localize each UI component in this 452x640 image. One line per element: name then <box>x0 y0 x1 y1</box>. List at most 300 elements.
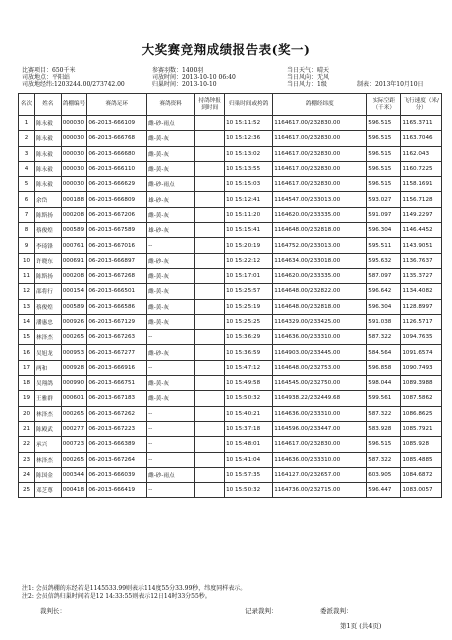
cell-ring: 06-2013-667589 <box>87 223 147 238</box>
cell-rank: 6 <box>19 192 35 207</box>
recorder-signature: 记录裁判： <box>245 607 278 615</box>
wind-direction: 当日风向：无风 <box>287 74 330 81</box>
cell-name: 两和 <box>35 360 62 375</box>
cell-arrival: 10 15:25:19 <box>225 299 273 314</box>
cell-name: 陈永毅 <box>35 116 62 131</box>
cell-speed: 1090.7493 <box>401 360 442 375</box>
cell-coords: 1164648.00/232822.00 <box>273 284 367 299</box>
cell-coords: 1164617.00/232830.00 <box>273 131 367 146</box>
cell-name: 陈斯扬 <box>35 268 62 283</box>
cell-info: 雌-黄-灰 <box>147 299 195 314</box>
cell-name: 陈永毅 <box>35 177 62 192</box>
cell-name: 林泽杰 <box>35 330 62 345</box>
cell-ring: 06-2013-666768 <box>87 131 147 146</box>
cell-loft: 000030 <box>61 131 87 146</box>
cell-dist: 587.322 <box>367 330 401 345</box>
col-header: 名次 <box>19 94 35 116</box>
cell-speed: 1084.6872 <box>401 467 442 482</box>
cell-arrival: 10 15:50:32 <box>225 391 273 406</box>
cell-info: 雄-砂-灰 <box>147 223 195 238</box>
col-header: 鸽棚编号 <box>61 94 87 116</box>
cell-loft: 000926 <box>61 314 87 329</box>
cell-arrival: 10 15:12:36 <box>225 131 273 146</box>
cell-dist: 583.928 <box>367 421 401 436</box>
table-row <box>19 207 442 222</box>
cell-loft: 000761 <box>61 238 87 253</box>
cell-clock <box>195 391 225 406</box>
cell-clock <box>195 421 225 436</box>
cell-arrival: 10 15:49:58 <box>225 376 273 391</box>
cell-coords: 1164547.00/233013.00 <box>273 192 367 207</box>
cell-dist: 596.515 <box>367 116 401 131</box>
cell-clock <box>195 131 225 146</box>
cell-ring: 06-2013-666629 <box>87 177 147 192</box>
committee-signature: 委派裁判： <box>320 607 353 615</box>
table-row <box>19 467 442 482</box>
cell-ring: 06-2013-667206 <box>87 207 147 222</box>
cell-name: 陈斯扬 <box>35 207 62 222</box>
table-row <box>19 391 442 406</box>
cell-arrival: 10 15:11:20 <box>225 207 273 222</box>
cell-dist: 596.515 <box>367 161 401 176</box>
cell-rank: 16 <box>19 345 35 360</box>
cell-loft: 000601 <box>61 391 87 406</box>
cell-clock <box>195 207 225 222</box>
cell-dist: 596.858 <box>367 360 401 375</box>
cell-loft: 000208 <box>61 268 87 283</box>
cell-dist: 587.322 <box>367 452 401 467</box>
release-point: 司放地点：平阳站 <box>22 74 71 81</box>
cell-loft: 000277 <box>61 421 87 436</box>
cell-arrival: 10 15:13:02 <box>225 146 273 161</box>
cell-speed: 1126.5717 <box>401 314 442 329</box>
cell-info: 雌-黄-灰 <box>147 131 195 146</box>
table-row <box>19 483 442 498</box>
cell-arrival: 10 15:47:12 <box>225 360 273 375</box>
cell-info: -- <box>147 437 195 452</box>
cell-loft: 000208 <box>61 207 87 222</box>
cell-coords: 1164617.00/232830.00 <box>273 177 367 192</box>
cell-speed: 1083.0057 <box>401 483 442 498</box>
cell-clock <box>195 330 225 345</box>
col-header: 持鸽钟报到时间 <box>195 94 225 116</box>
cell-coords: 1164634.00/233018.00 <box>273 253 367 268</box>
cell-info: 雄-砂-灰 <box>147 192 195 207</box>
cell-arrival: 10 15:36:29 <box>225 330 273 345</box>
cell-ring: 06-2013-666110 <box>87 161 147 176</box>
cell-info: 雌-砂-雨点 <box>147 116 195 131</box>
table-row <box>19 330 442 345</box>
cell-rank: 9 <box>19 238 35 253</box>
cell-ring: 06-2013-666751 <box>87 376 147 391</box>
cell-coords: 1164903.00/233445.00 <box>273 345 367 360</box>
cell-name: 蔡俊煌 <box>35 223 62 238</box>
cell-clock <box>195 116 225 131</box>
cell-dist: 596.447 <box>367 483 401 498</box>
race-item: 比赛项目：650千米 <box>22 67 76 74</box>
cell-loft: 000265 <box>61 330 87 345</box>
cell-loft: 000030 <box>61 116 87 131</box>
cell-ring: 06-2013-667183 <box>87 391 147 406</box>
cell-loft: 000589 <box>61 299 87 314</box>
cell-speed: 1086.8625 <box>401 406 442 421</box>
cell-info: -- <box>147 483 195 498</box>
cell-info: -- <box>147 452 195 467</box>
cell-speed: 1136.7637 <box>401 253 442 268</box>
cell-dist: 595.511 <box>367 238 401 253</box>
cell-ring: 06-2013-666680 <box>87 146 147 161</box>
table-row <box>19 299 442 314</box>
cell-loft: 000990 <box>61 376 87 391</box>
cell-info: 雌-黄-灰 <box>147 284 195 299</box>
cell-arrival: 10 15:50:32 <box>225 483 273 498</box>
table-row <box>19 406 442 421</box>
cell-clock <box>195 253 225 268</box>
cell-arrival: 10 15:57:35 <box>225 467 273 482</box>
cell-rank: 11 <box>19 268 35 283</box>
cell-arrival: 10 15:15:41 <box>225 223 273 238</box>
cell-rank: 5 <box>19 177 35 192</box>
table-row <box>19 284 442 299</box>
cell-arrival: 10 15:15:03 <box>225 177 273 192</box>
table-row <box>19 223 442 238</box>
cell-loft: 000188 <box>61 192 87 207</box>
wind-force: 当日风力：1级 <box>287 81 327 88</box>
cell-name: 李琦锋 <box>35 238 62 253</box>
cell-info: 雌-砂-灰 <box>147 345 195 360</box>
cell-coords: 1164617.00/232830.00 <box>273 437 367 452</box>
cell-name: 吴旭龙 <box>35 345 62 360</box>
cell-coords: 1164329.00/233425.00 <box>273 314 367 329</box>
cell-rank: 1 <box>19 116 35 131</box>
cell-loft: 000265 <box>61 406 87 421</box>
cell-dist: 587.322 <box>367 406 401 421</box>
cell-name: 林泽杰 <box>35 406 62 421</box>
table-row <box>19 146 442 161</box>
col-header: 实际空距（千米） <box>367 94 401 116</box>
cell-clock <box>195 192 225 207</box>
cell-coords: 1164736.00/232715.00 <box>273 483 367 498</box>
cell-coords: 1164545.00/232750.00 <box>273 376 367 391</box>
cell-clock <box>195 314 225 329</box>
table-row <box>19 253 442 268</box>
cell-ring: 06-2013-667129 <box>87 314 147 329</box>
cell-speed: 1163.7046 <box>401 131 442 146</box>
cell-loft: 000418 <box>61 483 87 498</box>
cell-dist: 596.304 <box>367 223 401 238</box>
cell-name: 陈永毅 <box>35 161 62 176</box>
cell-clock <box>195 376 225 391</box>
cell-ring: 06-2013-666389 <box>87 437 147 452</box>
judge-signature: 裁判长： <box>40 607 66 615</box>
header-row <box>19 94 442 116</box>
cell-rank: 10 <box>19 253 35 268</box>
cell-rank: 19 <box>19 391 35 406</box>
cell-loft: 000030 <box>61 146 87 161</box>
cell-info: -- <box>147 406 195 421</box>
cell-coords: 1164127.00/232657.00 <box>273 467 367 482</box>
table-row <box>19 177 442 192</box>
cell-coords: 1164752.00/233013.00 <box>273 238 367 253</box>
cell-loft: 000589 <box>61 223 87 238</box>
cell-speed: 1162.043 <box>401 146 442 161</box>
cell-speed: 1158.1691 <box>401 177 442 192</box>
cell-dist: 603.905 <box>367 467 401 482</box>
table-row <box>19 437 442 452</box>
cell-info: -- <box>147 238 195 253</box>
cell-rank: 13 <box>19 299 35 314</box>
cell-ring: 06-2013-667277 <box>87 345 147 360</box>
table-row <box>19 314 442 329</box>
cell-speed: 1146.4452 <box>401 223 442 238</box>
cell-coords: 1164938.22/232449.68 <box>273 391 367 406</box>
cell-rank: 18 <box>19 376 35 391</box>
cell-rank: 12 <box>19 284 35 299</box>
cell-info: 雌-砂-雨点 <box>147 177 195 192</box>
cell-loft: 000953 <box>61 345 87 360</box>
cell-dist: 599.561 <box>367 391 401 406</box>
cell-coords: 1164617.00/232830.00 <box>273 146 367 161</box>
cell-arrival: 10 15:37:18 <box>225 421 273 436</box>
cell-dist: 598.044 <box>367 376 401 391</box>
cell-rank: 2 <box>19 131 35 146</box>
table-row <box>19 345 442 360</box>
cell-ring: 06-2013-667264 <box>87 452 147 467</box>
col-header: 赛鸽资料 <box>147 94 195 116</box>
cell-dist: 596.642 <box>367 284 401 299</box>
cell-arrival: 10 15:48:01 <box>225 437 273 452</box>
table-row <box>19 238 442 253</box>
cell-dist: 587.097 <box>367 268 401 283</box>
cell-dist: 596.515 <box>367 131 401 146</box>
cell-loft: 000691 <box>61 253 87 268</box>
col-header: 赛鸽足环 <box>87 94 147 116</box>
cell-info: 雌-黄-灰 <box>147 268 195 283</box>
cell-name: 陈永毅 <box>35 131 62 146</box>
table-row <box>19 360 442 375</box>
cell-ring: 06-2013-666916 <box>87 360 147 375</box>
cell-clock <box>195 299 225 314</box>
cell-arrival: 10 15:25:25 <box>225 314 273 329</box>
cell-name: 余岱 <box>35 192 62 207</box>
col-header: 归巢时间或挎鸽 <box>225 94 273 116</box>
cell-rank: 4 <box>19 161 35 176</box>
table-row <box>19 192 442 207</box>
cell-dist: 596.515 <box>367 177 401 192</box>
table-row <box>19 116 442 131</box>
cell-info: 雌-黄-灰 <box>147 207 195 222</box>
cell-rank: 3 <box>19 146 35 161</box>
cell-loft: 000723 <box>61 437 87 452</box>
cell-arrival: 10 15:13:55 <box>225 161 273 176</box>
cell-dist: 593.027 <box>367 192 401 207</box>
cell-speed: 1160.7225 <box>401 161 442 176</box>
cell-name: 邵将行 <box>35 284 62 299</box>
cell-speed: 1149.2297 <box>401 207 442 222</box>
cell-speed: 1091.6574 <box>401 345 442 360</box>
cell-clock <box>195 238 225 253</box>
weather: 当日天气：晴天 <box>287 67 330 74</box>
cell-dist: 591.038 <box>367 314 401 329</box>
cell-speed: 1134.4082 <box>401 284 442 299</box>
cell-speed: 1089.3988 <box>401 376 442 391</box>
cell-info: -- <box>147 360 195 375</box>
note: 注2: 会员信鸽归巢时间若是12 14:33:55则表示12日14时33分55秒。 <box>22 593 211 600</box>
cell-clock <box>195 268 225 283</box>
cell-clock <box>195 452 225 467</box>
cell-clock <box>195 483 225 498</box>
cell-coords: 1164648.00/232753.00 <box>273 360 367 375</box>
cell-dist: 596.304 <box>367 299 401 314</box>
cell-name: 潘惠忠 <box>35 314 62 329</box>
cell-ring: 06-2013-666419 <box>87 483 147 498</box>
cell-clock <box>195 177 225 192</box>
cell-coords: 1164648.00/232818.00 <box>273 223 367 238</box>
cell-arrival: 10 15:40:21 <box>225 406 273 421</box>
cell-rank: 17 <box>19 360 35 375</box>
cell-speed: 1165.3711 <box>401 116 442 131</box>
cell-clock <box>195 284 225 299</box>
cell-arrival: 10 15:41:04 <box>225 452 273 467</box>
col-header: 鸽棚经纬度 <box>273 94 367 116</box>
cell-coords: 1164596.00/233447.00 <box>273 421 367 436</box>
cell-speed: 1085.7921 <box>401 421 442 436</box>
cell-info: -- <box>147 330 195 345</box>
cell-dist: 596.515 <box>367 146 401 161</box>
cell-dist: 591.097 <box>367 207 401 222</box>
table-row <box>19 452 442 467</box>
release-coords: 司放地经纬:1203244.00/273742.00 <box>22 81 125 88</box>
col-header: 姓名 <box>35 94 62 116</box>
cell-speed: 1085.928 <box>401 437 442 452</box>
cell-info: 雌-黄-灰 <box>147 161 195 176</box>
return-time: 归巢时间：2013-10-10 <box>152 81 217 88</box>
note: 注1: 会员鸽棚的东经若是1145533.99则表示114度55分33.99秒，纬度同样表示。 <box>22 585 247 592</box>
cell-arrival: 10 15:12:41 <box>225 192 273 207</box>
cell-ring: 06-2013-666501 <box>87 284 147 299</box>
cell-ring: 06-2013-667268 <box>87 268 147 283</box>
cell-info: 雌-黄-灰 <box>147 314 195 329</box>
cell-speed: 1143.9051 <box>401 238 442 253</box>
cell-ring: 06-2013-666897 <box>87 253 147 268</box>
cell-coords: 1164620.00/233335.00 <box>273 207 367 222</box>
entries-count: 参赛羽数：1400羽 <box>152 67 204 74</box>
cell-coords: 1164648.00/232818.00 <box>273 299 367 314</box>
cell-speed: 1156.7128 <box>401 192 442 207</box>
cell-arrival: 10 15:17:01 <box>225 268 273 283</box>
cell-coords: 1164636.00/233310.00 <box>273 406 367 421</box>
cell-coords: 1164636.00/233310.00 <box>273 330 367 345</box>
cell-clock <box>195 161 225 176</box>
cell-rank: 24 <box>19 467 35 482</box>
cell-info: 雌-黄-灰 <box>147 376 195 391</box>
cell-name: 吴翔鸽 <box>35 376 62 391</box>
cell-name: 陈殿武 <box>35 421 62 436</box>
cell-ring: 06-2013-666109 <box>87 116 147 131</box>
report-date: 制表：2013年10月10日 <box>357 81 424 88</box>
cell-coords: 1164636.00/233310.00 <box>273 452 367 467</box>
results-body <box>19 116 442 498</box>
cell-coords: 1164617.00/232830.00 <box>273 161 367 176</box>
cell-loft: 000154 <box>61 284 87 299</box>
cell-rank: 20 <box>19 406 35 421</box>
cell-ring: 06-2013-666809 <box>87 192 147 207</box>
cell-name: 陈永毅 <box>35 146 62 161</box>
cell-clock <box>195 437 225 452</box>
results-table <box>18 93 442 498</box>
cell-name: 承兴 <box>35 437 62 452</box>
cell-loft: 000030 <box>61 161 87 176</box>
cell-info: 雌-砂-灰 <box>147 253 195 268</box>
cell-arrival: 10 15:11:52 <box>225 116 273 131</box>
cell-clock <box>195 406 225 421</box>
cell-clock <box>195 360 225 375</box>
cell-info: -- <box>147 421 195 436</box>
cell-ring: 06-2013-666586 <box>87 299 147 314</box>
cell-loft: 000928 <box>61 360 87 375</box>
cell-speed: 1128.8997 <box>401 299 442 314</box>
cell-rank: 7 <box>19 207 35 222</box>
cell-arrival: 10 15:36:59 <box>225 345 273 360</box>
cell-rank: 23 <box>19 452 35 467</box>
cell-ring: 06-2013-667223 <box>87 421 147 436</box>
table-row <box>19 131 442 146</box>
cell-clock <box>195 223 225 238</box>
cell-info: 雌-黄-灰 <box>147 146 195 161</box>
cell-rank: 14 <box>19 314 35 329</box>
cell-speed: 1135.3727 <box>401 268 442 283</box>
cell-name: 邓芝尊 <box>35 483 62 498</box>
cell-loft: 000344 <box>61 467 87 482</box>
cell-ring: 06-2013-667262 <box>87 406 147 421</box>
cell-info: 雌-砂-雨点 <box>147 467 195 482</box>
table-row <box>19 161 442 176</box>
cell-name: 许晓东 <box>35 253 62 268</box>
cell-arrival: 10 15:25:57 <box>225 284 273 299</box>
cell-name: 林泽杰 <box>35 452 62 467</box>
cell-name: 蔡俊煌 <box>35 299 62 314</box>
cell-coords: 1164620.00/233335.00 <box>273 268 367 283</box>
cell-dist: 584.564 <box>367 345 401 360</box>
release-time: 司放时间：2013-10-10 06:40 <box>152 74 236 81</box>
cell-rank: 25 <box>19 483 35 498</box>
cell-arrival: 10 15:20:19 <box>225 238 273 253</box>
cell-name: 陈国金 <box>35 467 62 482</box>
cell-rank: 22 <box>19 437 35 452</box>
cell-rank: 15 <box>19 330 35 345</box>
cell-arrival: 10 15:22:12 <box>225 253 273 268</box>
col-header: 飞行速度（米/分） <box>401 94 442 116</box>
footnotes <box>22 585 246 601</box>
report-title: 大奖赛竞翔成绩报告表(奖一) <box>141 42 311 57</box>
cell-loft: 000265 <box>61 452 87 467</box>
cell-ring: 06-2013-667263 <box>87 330 147 345</box>
cell-ring: 06-2013-666039 <box>87 467 147 482</box>
cell-clock <box>195 345 225 360</box>
cell-speed: 1094.7635 <box>401 330 442 345</box>
page-indicator: 第1页 (共4页) <box>340 622 382 630</box>
table-row <box>19 268 442 283</box>
cell-ring: 06-2013-667016 <box>87 238 147 253</box>
cell-rank: 8 <box>19 223 35 238</box>
table-row <box>19 376 442 391</box>
cell-speed: 1087.5862 <box>401 391 442 406</box>
cell-dist: 595.632 <box>367 253 401 268</box>
cell-clock <box>195 467 225 482</box>
cell-coords: 1164617.00/232830.00 <box>273 116 367 131</box>
table-row <box>19 421 442 436</box>
cell-loft: 000030 <box>61 177 87 192</box>
